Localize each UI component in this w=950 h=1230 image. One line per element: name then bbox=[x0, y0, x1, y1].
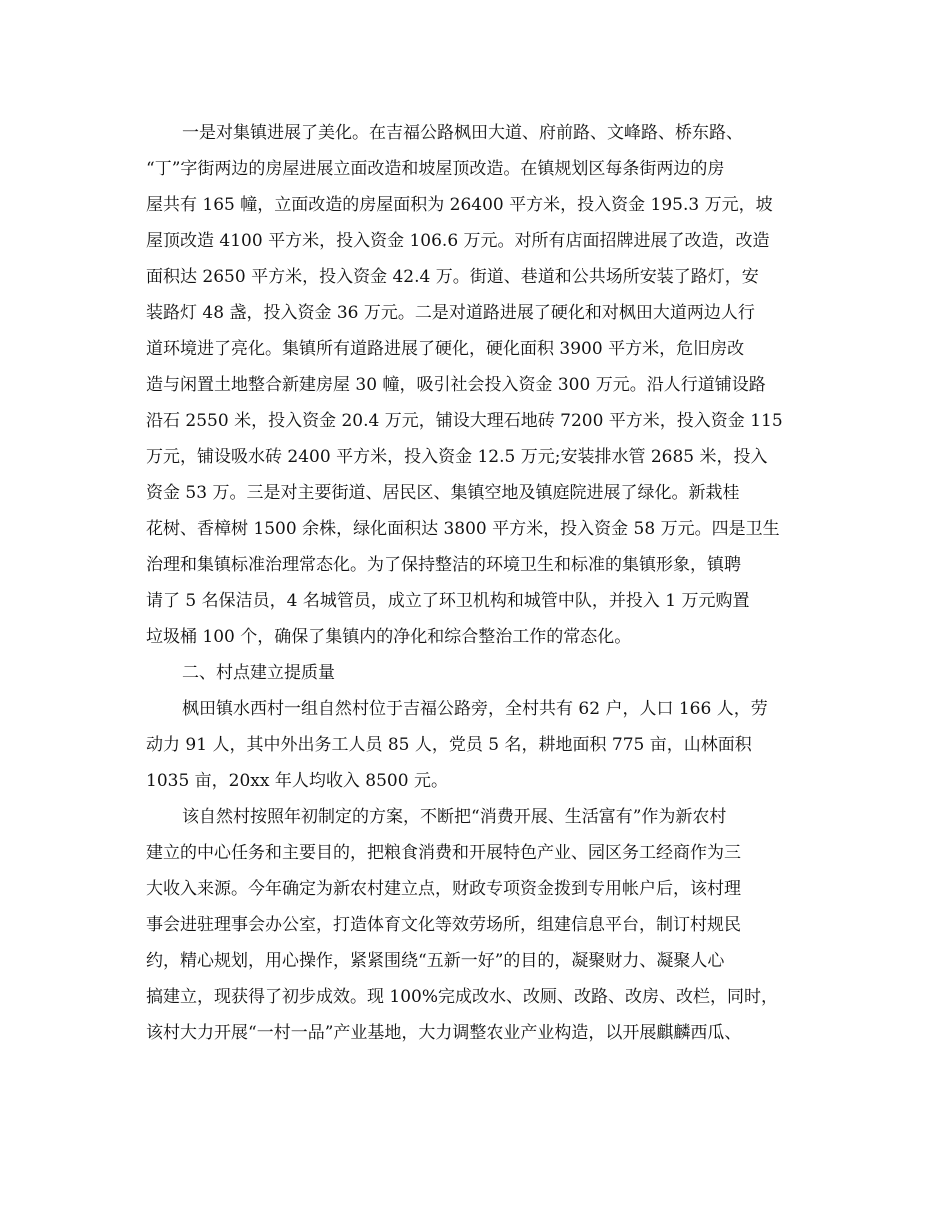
text-line: 垃圾桶 100 个，确保了集镇内的净化和综合整治工作的常态化。 bbox=[146, 627, 632, 647]
text-line: 约，精心规划，用心操作，紧紧围绕“五新一好”的目的，凝聚财力、凝聚人心 bbox=[146, 951, 725, 971]
text-line: 沿石 2550 米，投入资金 20.4 万元，铺设大理石地砖 7200 平方米，投入资金 115 bbox=[146, 411, 783, 431]
text-line: 动力 91 人，其中外出务工人员 85 人，党员 5 名，耕地面积 775 亩，山林面积 bbox=[146, 735, 752, 755]
section-heading: 二、村点建立提质量 bbox=[182, 663, 335, 683]
text-line: 万元，铺设吸水砖 2400 平方米，投入资金 12.5 万元;安装排水管 2685 米，投入 bbox=[146, 447, 768, 467]
text-line: 请了 5 名保洁员，4 名城管员，成立了环卫机构和城管中队，并投入 1 万元购置 bbox=[146, 591, 750, 611]
text-line: “丁”字街两边的房屋进展立面改造和坡屋顶改造。在镇规划区每条街两边的房 bbox=[146, 159, 725, 179]
text-line: 搞建立，现获得了初步成效。现 100%完成改水、改厕、改路、改房、改栏，同时， bbox=[146, 987, 779, 1007]
text-line: 屋共有 165 幢，立面改造的房屋面积为 26400 平方米，投入资金 195.3 万元，坡 bbox=[146, 195, 773, 215]
text-line: 花树、香樟树 1500 余株，绿化面积达 3800 平方米，投入资金 58 万元。四是卫生 bbox=[146, 519, 780, 539]
text-line: 一是对集镇进展了美化。在吉福公路枫田大道、府前路、文峰路、桥东路、 bbox=[182, 123, 743, 143]
text-line: 枫田镇水西村一组自然村位于吉福公路旁，全村共有 62 户，人口 166 人，劳 bbox=[182, 699, 768, 719]
text-line: 道环境进了亮化。集镇所有道路进展了硬化，硬化面积 3900 平方米，危旧房改 bbox=[146, 339, 745, 359]
text-line: 建立的中心任务和主要目的，把粮食消费和开展特色产业、园区务工经商作为三 bbox=[146, 843, 741, 863]
text-line: 资金 53 万。三是对主要街道、居民区、集镇空地及镇庭院进展了绿化。新栽桂 bbox=[146, 483, 740, 503]
text-line: 该村大力开展“一村一品”产业基地，大力调整农业产业构造，以开展麒麟西瓜、 bbox=[146, 1023, 742, 1043]
text-line: 大收入来源。今年确定为新农村建立点，财政专项资金拨到专用帐户后，该村理 bbox=[146, 879, 741, 899]
text-line: 该自然村按照年初制定的方案，不断把“消费开展、生活富有”作为新农村 bbox=[182, 807, 727, 827]
text-line: 屋顶改造 4100 平方米，投入资金 106.6 万元。对所有店面招牌进展了改造，改造 bbox=[146, 231, 770, 251]
text-line: 装路灯 48 盏，投入资金 36 万元。二是对道路进展了硬化和对枫田大道两边人行 bbox=[146, 303, 755, 323]
text-line: 造与闲置土地整合新建房屋 30 幢，吸引社会投入资金 300 万元。沿人行道铺设路 bbox=[146, 375, 766, 395]
text-line: 面积达 2650 平方米，投入资金 42.4 万。街道、巷道和公共场所安装了路灯，安 bbox=[146, 267, 759, 287]
text-line: 1035 亩，20xx 年人均收入 8500 元。 bbox=[146, 771, 448, 791]
text-line: 治理和集镇标准治理常态化。为了保持整洁的环境卫生和标准的集镇形象，镇聘 bbox=[146, 555, 741, 575]
text-line: 事会进驻理事会办公室，打造体育文化等效劳场所，组建信息平台，制订村规民 bbox=[146, 915, 741, 935]
